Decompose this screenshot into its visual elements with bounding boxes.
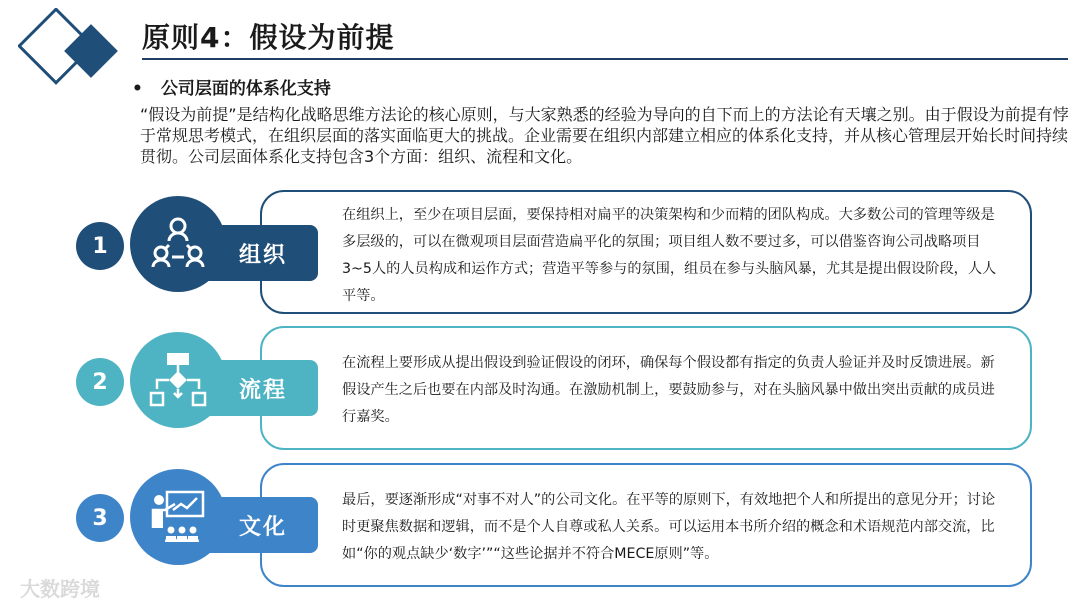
watermark xyxy=(20,573,100,602)
presentation-icon xyxy=(149,488,207,546)
logo-diamonds xyxy=(18,8,138,92)
organization-icon xyxy=(151,217,205,271)
item-number: 3 xyxy=(92,505,108,531)
item-number: 1 xyxy=(92,233,108,259)
page-title: 原则4：假设为前提 xyxy=(142,21,395,54)
item-number-badge xyxy=(76,494,124,542)
item-icon-circle xyxy=(130,196,226,292)
item-description: 在组织上，至少在项目层面，要保持相对扁平的决策架构和少而精的团队构成。大多数公司的管理等级是多层级的，可以在微观项目层面营造扁平化的氛围；项目组人数不要过多，可以借鉴咨询公司战略项目3~5人的人员构成和运作方式；营造平等参与的氛围，组员在参与头脑风暴，尤其是提出假设阶段，人人平等。 xyxy=(342,207,997,304)
item-label: 流程 xyxy=(238,377,287,403)
item-number-badge xyxy=(76,358,124,406)
item-number-badge xyxy=(76,222,124,270)
intro-paragraph: “假设为前提”是结构化战略思维方法论的核心原则，与大家熟悉的经验为导向的自下而上的方法论有天壤之别。由于假设为前提有悖于常规思考模式，在组织层面的落实面临更大的挑战。企业需要在组织内部建立相应的体系化支持，并从核心管理层开始长时间持续贯彻。公司层面体系化支持包含3个方面：组织、流程和文化。 xyxy=(140,105,1069,166)
item-icon-circle xyxy=(130,332,226,428)
watermark-text: 大数跨境 xyxy=(20,577,100,601)
item-description-box xyxy=(260,463,1032,587)
title-divider xyxy=(142,58,1068,60)
item-description-box xyxy=(260,190,1032,314)
item-description: 最后，要逐渐形成“对事不对人”的公司文化。在平等的原则下，有效地把个人和所提出的意见分开；讨论时更聚焦数据和逻辑，而不是个人自尊或私人关系。可以运用本书所介绍的概念和术语规范内部交流，比如“你的观点缺少‘数字’”“这些论据并不符合MECE原则”等。 xyxy=(342,492,996,562)
process-flow-icon xyxy=(149,351,207,409)
bullet-marker: • xyxy=(132,79,143,99)
item-number: 2 xyxy=(92,369,108,395)
item-label: 文化 xyxy=(238,514,287,540)
item-description-box xyxy=(260,326,1032,450)
section-heading-text: 公司层面的体系化支持 xyxy=(160,79,331,99)
item-description: 在流程上要形成从提出假设到验证假设的闭环，确保每个假设都有指定的负责人验证并及时反馈进展。新假设产生之后也要在内部及时沟通。在激励机制上，要鼓励参与，对在头脑风暴中做出突出贡献的成员进行嘉奖。 xyxy=(342,355,995,425)
item-icon-circle xyxy=(130,469,226,565)
section-heading xyxy=(132,74,331,99)
item-label: 组织 xyxy=(238,242,287,268)
